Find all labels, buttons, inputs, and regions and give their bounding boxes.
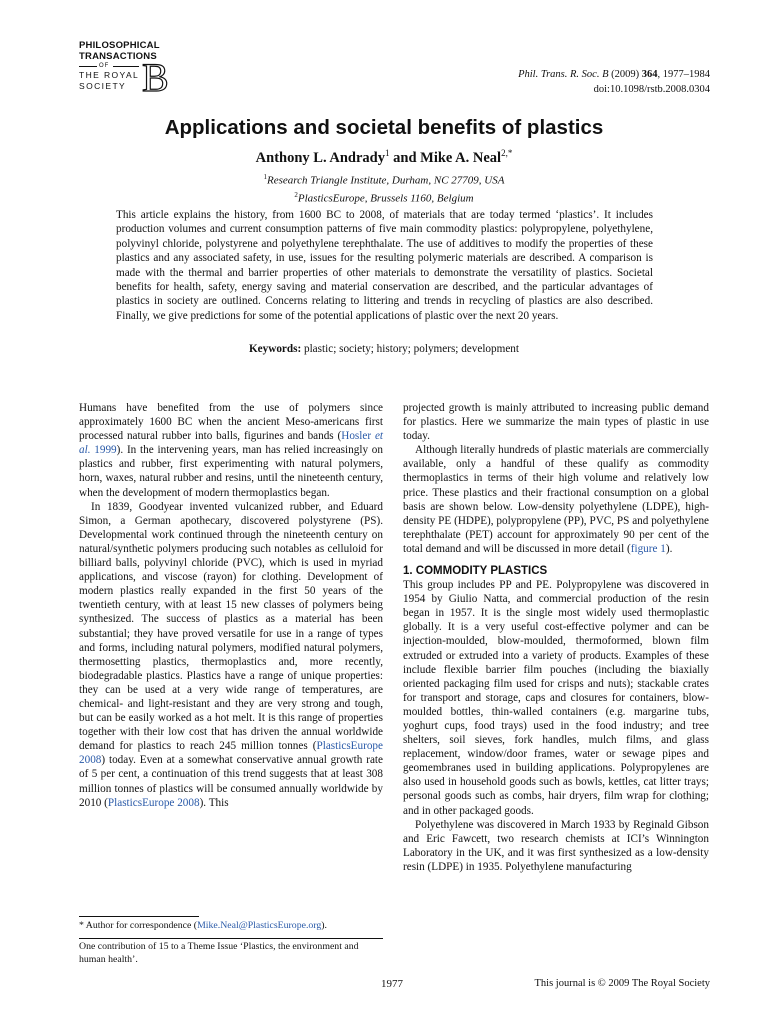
text-run: * Author for correspondence ( bbox=[79, 920, 198, 931]
author-1-sup: 1 bbox=[385, 148, 390, 158]
logo-b-mark: B bbox=[142, 55, 169, 100]
royal-society-logo bbox=[79, 40, 189, 100]
paragraph: projected growth is mainly attributed to increasing public demand for plastics. Here we summarize the main types of plastic in use today. bbox=[403, 402, 709, 443]
citation-block bbox=[518, 67, 710, 97]
logo-rule-left bbox=[79, 66, 97, 67]
logo-line-4: THE ROYAL bbox=[79, 70, 140, 80]
logo-line-5: SOCIETY bbox=[79, 81, 127, 91]
ref-text: Hosler bbox=[341, 430, 375, 443]
paragraph bbox=[79, 401, 383, 500]
section-heading: 1. COMMODITY PLASTICS bbox=[403, 565, 548, 578]
page-number: 1977 bbox=[381, 978, 403, 990]
abstract: This article explains the history, from 1600 BC to 2008, of materials that are today termed ‘plastics’. It includes production volumes and current consumption patterns of five main commodity plastics: polypropylene, polyethylene, polyvinyl chloride, polystyrene and polyethylene terephthalate. The use of additives to modify the properties of these plastics and any associated safety, in use, issues for the resulting polymeric materials are described. A comparison is made with the thermal and barrier properties of other materials to demonstrate the versatility of plastics. Societal benefits for health, safety, energy saving and material conservation are described, and the particular advantages of plastics in society are outlined. Concerns relating to littering and trends in recycling of plastics are also described. Finally, we give predictions for some of the potential applications of plastic over the next 20 years. bbox=[116, 209, 653, 322]
affiliation-2-text: PlasticsEurope, Brussels 1160, Belgium bbox=[297, 192, 474, 205]
paragraph: Polyethylene was discovered in March 1933 by Reginald Gibson and Eric Fawcett, two research chemists at ICI’s Winnington Laboratory in the UK, and it was first synthesized as a low-density resin (LDPE) in 1935. Polyethylene manufacturing bbox=[403, 818, 709, 873]
footnote-divider bbox=[79, 938, 383, 939]
author-2: Mike A. Neal bbox=[420, 149, 502, 166]
text-run: Humans have benefited from the use of polymers since approximately 1600 BC when the ancient Meso-americans first processed natural rubber into balls, figurines and bands ( bbox=[79, 402, 383, 443]
correspondence-footnote bbox=[79, 920, 383, 933]
text-run: ) today. Even at a somewhat conservative annual growth rate of 5 per cent, a continuation of this trend suggests that at least 308 million tonnes of plastics will be consumed annually worldwide by 2010 ( bbox=[79, 754, 383, 809]
text-run: ). bbox=[665, 542, 673, 555]
right-column bbox=[403, 401, 709, 874]
logo-rule-right bbox=[113, 66, 139, 67]
ref-year: 1999 bbox=[90, 444, 117, 457]
logo-line-2: TRANSACTIONS bbox=[79, 51, 157, 62]
keywords bbox=[0, 343, 768, 355]
text-run: ). In the intervening years, man has relied increasingly on plastics and rubber, first experimenting with natural polymers, horn, waxes, natural rubber and resins, until the nineteenth century, when the development of modern thermoplastics began. bbox=[79, 444, 383, 499]
reference-link-plasticseurope[interactable]: PlasticsEurope 2008 bbox=[79, 740, 383, 767]
reference-link-plasticseurope[interactable]: PlasticsEurope 2008 bbox=[107, 796, 200, 809]
affiliation-1 bbox=[0, 170, 768, 188]
affiliation-2-sup: 2 bbox=[294, 190, 298, 199]
citation-line bbox=[518, 67, 710, 82]
affiliation-2 bbox=[0, 188, 768, 206]
author-and: and bbox=[389, 149, 421, 166]
email-link[interactable]: Mike.Neal@PlasticsEurope.org bbox=[197, 920, 322, 931]
contribution-note: One contribution of 15 to a Theme Issue ‘Plastics, the environment and human health’. bbox=[79, 941, 359, 965]
text-run: In 1839, Goodyear invented vulcanized rubber, and Eduard Simon, a German apothecary, discovered polystyrene (PS). Developmental work continued through the nineteenth century on natural/synthetic polymers producing such notables as celluloid for billiard balls, polyvinyl chloride (PVC), which is used in myriad applications, and viscose (rayon) for clothing. Development of modern plastics really expanded in the first 50 years of the twentieth century, with at least 15 new classes of polymers being synthesized. The success of plastics as a material has been substantial; they have proved versatile for use in a range of types and forms, including natural polymers, modified natural polymers, thermosetting plastics, thermoplastics and, more recently, biodegradable plastics. Plastics have a range of unique properties: they can be used at a very wide range of temperatures, are chemical- and light-resistant and they are very strong and tough, but can be easily worked as a hot melt. It is this range of properties together with their low cost that has driven the annual worldwide demand for plastics to reach 245 million tonnes ( bbox=[79, 500, 383, 753]
logo-line-3: OF bbox=[99, 63, 110, 69]
affiliations bbox=[0, 170, 768, 205]
text-run: ). bbox=[321, 920, 327, 931]
text-run: Although literally hundreds of plastic materials are commercially available, only a handful of these qualify as commodity thermoplastics in terms of their high volume and relatively low price. These plastics and their fractional consumption on a global basis are shown below. Low-density polyethylene (LDPE), high-density PE (HDPE), polypropylene (PP), PVC, PS and polyethylene terephthalate (PET) account for approximately 90 per cent of the total demand and will be discussed in more detail ( bbox=[403, 444, 709, 555]
paragraph bbox=[403, 443, 709, 556]
keywords-text: plastic; society; history; polymers; development bbox=[301, 343, 519, 355]
footnote-rule bbox=[79, 916, 199, 917]
article-title: Applications and societal benefits of plastics bbox=[164, 116, 604, 139]
citation-year: (2009) bbox=[608, 69, 642, 80]
logo-line-1: PHILOSOPHICAL bbox=[79, 40, 160, 51]
author-line bbox=[0, 148, 768, 167]
doi: doi:10.1098/rstb.2008.0304 bbox=[593, 84, 710, 95]
text-run: ). This bbox=[199, 796, 229, 809]
ref-etal: et al. bbox=[79, 430, 384, 457]
author-1: Anthony L. Andrady bbox=[255, 149, 385, 166]
keywords-label: Keywords: bbox=[248, 343, 302, 355]
citation-pages: , 1977–1984 bbox=[657, 69, 710, 80]
figure-link[interactable]: figure 1 bbox=[630, 542, 666, 555]
author-2-sup: 2,* bbox=[501, 148, 513, 158]
left-column bbox=[79, 401, 383, 810]
copyright-notice: This journal is © 2009 The Royal Society bbox=[534, 978, 710, 989]
affiliation-1-text: Research Triangle Institute, Durham, NC 27709, USA bbox=[267, 174, 505, 187]
paragraph: This group includes PP and PE. Polypropylene was discovered in 1954 by Giulio Natta, and commercial production of the resin began in 1957. It is the single most widely used thermoplastic globally. It is a very useful cost-effective polymer and can be injection-moulded, blow-moulded, thermoformed, blown film extruded or extruded into a variety of products. Examples of these include flexible barrier film pouches (including the biaxially oriented packaging film used for crisps and nuts); stackable crates for transport and storage, caps and closures for containers, blow-moulded bottles, thin-walled containers (e.g. margarine tubs, yoghurt cups, food trays) used in the food industry; and tree shelters, soil sieves, fork handles, mulch films, and glass replacement, window/door frames, water or sewage pipes and geomembranes used in building applications. Polypropylenes are also used in household goods such as bowls, kettles, cat litter trays; personal goods such as combs, hair dryers, film wrap for clothing; and in other packaged goods. bbox=[403, 579, 709, 817]
journal-name: Phil. Trans. R. Soc. B bbox=[518, 69, 609, 80]
affiliation-1-sup: 1 bbox=[263, 173, 268, 181]
citation-volume: 364 bbox=[641, 69, 658, 80]
paragraph bbox=[79, 500, 383, 810]
